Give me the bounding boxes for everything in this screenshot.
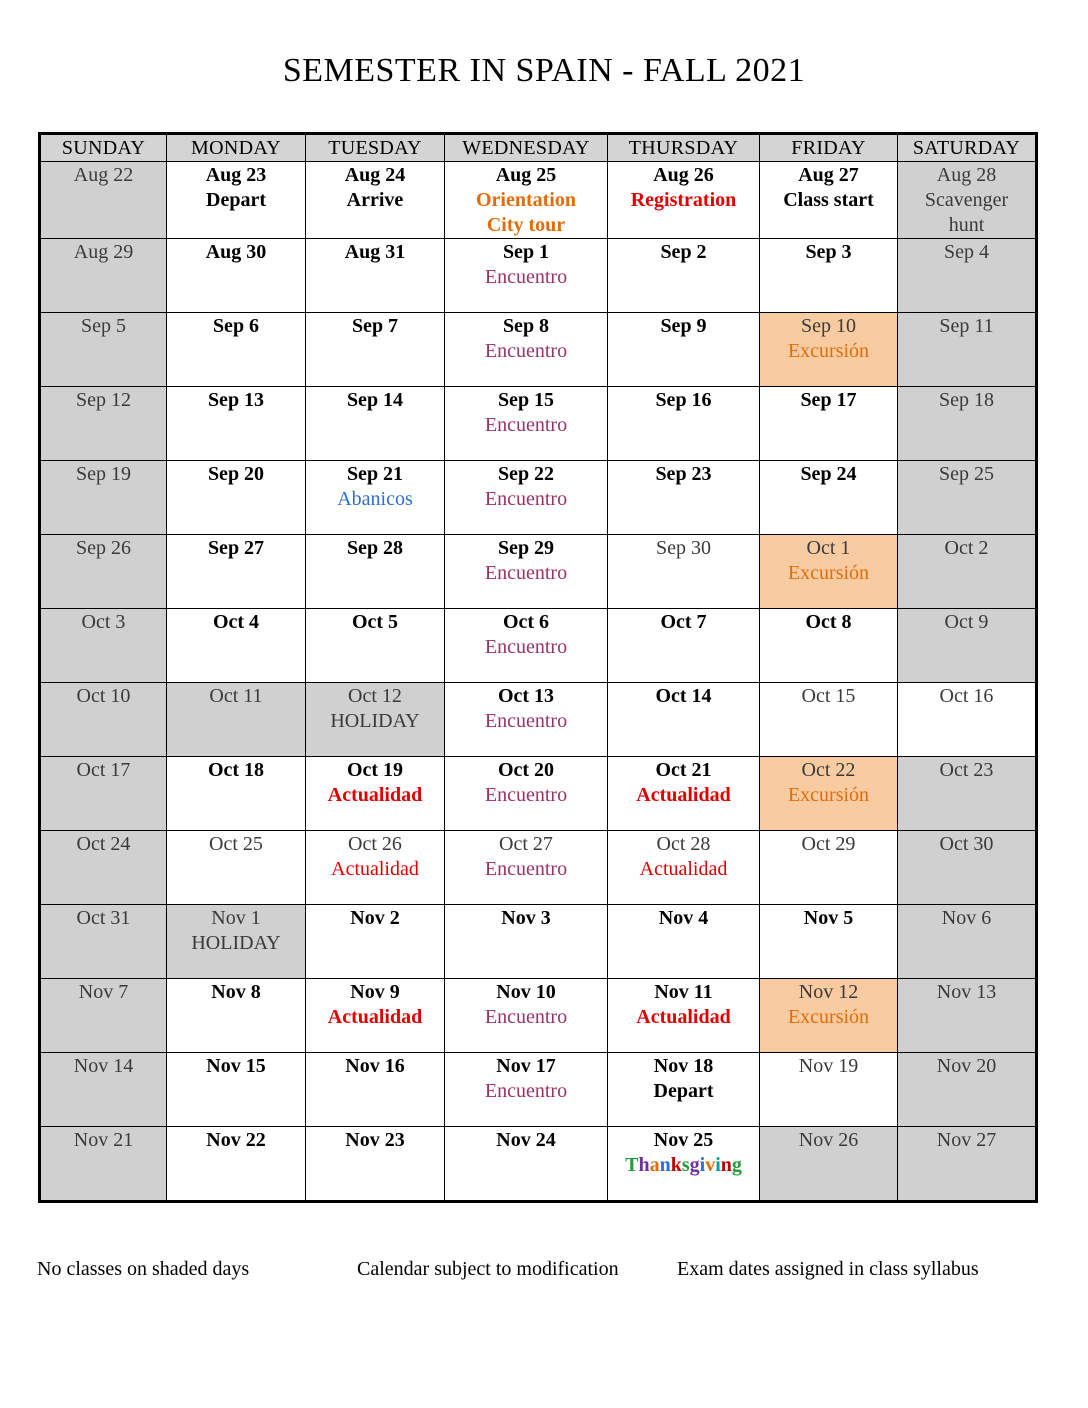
day-cell (40, 757, 167, 831)
day-date: Sep 1 (502, 241, 550, 263)
day-cell (167, 1127, 306, 1202)
day-date: Nov 26 (798, 1129, 859, 1151)
day-event: Arrive (346, 189, 404, 211)
day-cell (306, 535, 445, 609)
day-date: Oct 29 (801, 833, 856, 855)
day-date: Oct 17 (76, 759, 131, 781)
day-date: Nov 21 (73, 1129, 134, 1151)
day-event: Abanicos (337, 488, 413, 510)
day-date: Oct 9 (944, 611, 989, 633)
week-row (40, 683, 1037, 757)
day-cell (40, 239, 167, 313)
day-cell (608, 239, 760, 313)
day-date: Sep 5 (81, 315, 126, 337)
day-cell (608, 831, 760, 905)
day-cell (167, 162, 306, 239)
day-cell (445, 239, 608, 313)
weekday-header: THURSDAY (608, 134, 760, 162)
day-cell (760, 683, 898, 757)
week-row (40, 387, 1037, 461)
day-date: Aug 26 (653, 164, 714, 186)
day-date: Nov 4 (658, 907, 709, 929)
day-cell (306, 683, 445, 757)
day-cell (760, 535, 898, 609)
day-cell (40, 905, 167, 979)
day-date: Oct 26 (348, 833, 402, 855)
calendar-table (38, 132, 1038, 1203)
day-date: Sep 28 (346, 537, 404, 559)
day-cell (306, 387, 445, 461)
day-event: Depart (653, 1080, 714, 1102)
day-cell (608, 1127, 760, 1202)
day-cell (167, 535, 306, 609)
week-row (40, 905, 1037, 979)
day-cell (445, 683, 608, 757)
day-cell (760, 757, 898, 831)
day-cell (445, 162, 608, 239)
day-cell (608, 387, 760, 461)
day-cell (608, 461, 760, 535)
day-cell (306, 162, 445, 239)
day-date: Nov 18 (653, 1055, 714, 1077)
day-date: Oct 20 (497, 759, 555, 781)
day-event: hunt (948, 214, 985, 236)
day-event: Thanksgiving (625, 1154, 742, 1176)
day-date: Oct 1 (806, 537, 851, 559)
day-cell (898, 313, 1037, 387)
day-date: Aug 27 (798, 164, 859, 186)
day-date: Aug 23 (205, 164, 267, 186)
day-cell (445, 905, 608, 979)
day-date: Sep 2 (660, 241, 707, 263)
day-date: Oct 2 (944, 537, 989, 559)
day-cell (40, 535, 167, 609)
day-date: Sep 21 (346, 463, 404, 485)
day-cell (167, 905, 306, 979)
day-date: Nov 3 (501, 907, 551, 929)
footer-note-modification: Calendar subject to modification (357, 1258, 619, 1280)
day-date: Nov 16 (345, 1055, 405, 1077)
day-date: Nov 5 (803, 907, 854, 929)
week-row (40, 162, 1037, 239)
day-date: Nov 6 (941, 907, 992, 929)
day-date: Oct 21 (655, 759, 712, 781)
day-cell (40, 162, 167, 239)
week-row (40, 979, 1037, 1053)
day-date: Oct 4 (212, 611, 260, 633)
day-date: Sep 19 (76, 463, 131, 485)
day-date: Nov 10 (496, 981, 556, 1003)
day-cell (608, 1053, 760, 1127)
day-cell (40, 979, 167, 1053)
day-cell (167, 979, 306, 1053)
day-date: Nov 14 (73, 1055, 134, 1077)
day-cell (760, 313, 898, 387)
day-cell (40, 313, 167, 387)
day-date: Sep 22 (497, 463, 555, 485)
day-date: Oct 12 (348, 685, 402, 707)
day-event: Encuentro (484, 414, 568, 436)
day-date: Aug 29 (73, 241, 134, 263)
day-cell (898, 535, 1037, 609)
day-date: Sep 8 (502, 315, 550, 337)
day-cell (608, 162, 760, 239)
day-cell (760, 831, 898, 905)
weekday-header: TUESDAY (306, 134, 445, 162)
day-cell (306, 1127, 445, 1202)
day-cell (445, 1053, 608, 1127)
day-event: Scavenger (924, 189, 1009, 211)
day-date: Nov 27 (936, 1129, 997, 1151)
week-row (40, 1053, 1037, 1127)
day-date: Sep 24 (800, 463, 857, 485)
day-date: Aug 24 (344, 164, 406, 186)
day-event: HOLIDAY (330, 710, 420, 732)
day-date: Nov 11 (654, 981, 713, 1003)
day-date: Oct 15 (801, 685, 856, 707)
day-date: Nov 13 (936, 981, 997, 1003)
day-cell (898, 239, 1037, 313)
day-cell (167, 461, 306, 535)
day-date: Aug 25 (495, 164, 557, 186)
day-cell (306, 313, 445, 387)
day-cell (445, 831, 608, 905)
day-cell (760, 979, 898, 1053)
day-date: Nov 15 (206, 1055, 266, 1077)
day-date: Nov 8 (211, 981, 261, 1003)
day-cell (898, 1053, 1037, 1127)
day-date: Sep 17 (800, 389, 857, 411)
day-cell (898, 609, 1037, 683)
day-cell (898, 831, 1037, 905)
day-date: Oct 27 (499, 833, 553, 855)
day-date: Oct 13 (497, 685, 555, 707)
day-date: Sep 29 (497, 537, 555, 559)
day-event: Encuentro (484, 784, 568, 806)
day-cell (445, 1127, 608, 1202)
day-date: Nov 22 (206, 1129, 266, 1151)
week-row (40, 535, 1037, 609)
day-event: Actualidad (327, 1006, 423, 1028)
day-cell (760, 1127, 898, 1202)
day-date: Nov 24 (496, 1129, 556, 1151)
week-row (40, 831, 1037, 905)
day-cell (306, 905, 445, 979)
day-date: Oct 14 (655, 685, 712, 707)
day-date: Nov 12 (798, 981, 859, 1003)
page-title: SEMESTER IN SPAIN - FALL 2021 (282, 52, 806, 89)
day-cell (306, 239, 445, 313)
day-event: Encuentro (484, 562, 568, 584)
day-date: Nov 2 (350, 907, 400, 929)
day-date: Sep 10 (801, 315, 856, 337)
day-cell (608, 535, 760, 609)
week-row (40, 609, 1037, 683)
day-date: Aug 30 (205, 241, 267, 263)
day-date: Sep 15 (497, 389, 555, 411)
day-cell (306, 609, 445, 683)
weekday-header: SUNDAY (40, 134, 167, 162)
day-cell (608, 609, 760, 683)
day-cell (898, 162, 1037, 239)
day-event: Registration (630, 189, 737, 211)
day-date: Aug 22 (73, 164, 134, 186)
day-cell (898, 979, 1037, 1053)
weekday-header: MONDAY (167, 134, 306, 162)
day-date: Oct 16 (939, 685, 994, 707)
day-date: Sep 27 (207, 537, 265, 559)
day-event: Encuentro (484, 858, 568, 880)
day-date: Nov 19 (798, 1055, 859, 1077)
day-date: Oct 11 (209, 685, 263, 707)
day-cell (40, 387, 167, 461)
day-date: Oct 18 (207, 759, 265, 781)
calendar-body (40, 162, 1037, 1202)
day-date: Sep 20 (207, 463, 265, 485)
day-date: Nov 1 (211, 907, 261, 929)
day-event: Excursión (787, 1006, 870, 1028)
day-date: Sep 3 (805, 241, 852, 263)
week-row (40, 239, 1037, 313)
day-date: Oct 5 (351, 611, 399, 633)
day-date: Sep 16 (655, 389, 712, 411)
day-date: Sep 9 (660, 315, 707, 337)
day-date: Oct 24 (76, 833, 131, 855)
day-date: Oct 30 (939, 833, 994, 855)
day-date: Sep 14 (346, 389, 404, 411)
day-cell (898, 683, 1037, 757)
day-date: Nov 9 (350, 981, 400, 1003)
week-row (40, 461, 1037, 535)
day-cell (445, 461, 608, 535)
day-cell (760, 905, 898, 979)
day-cell (760, 461, 898, 535)
day-cell (445, 313, 608, 387)
day-date: Aug 31 (344, 241, 406, 263)
day-cell (40, 831, 167, 905)
day-date: Oct 23 (939, 759, 994, 781)
weekday-header-row (40, 134, 1037, 162)
day-cell (608, 905, 760, 979)
day-event: City tour (486, 214, 566, 236)
week-row (40, 1127, 1037, 1202)
weekday-header: SATURDAY (898, 134, 1037, 162)
day-date: Sep 7 (351, 315, 399, 337)
day-date: Oct 28 (656, 833, 711, 855)
day-cell (306, 757, 445, 831)
week-row (40, 313, 1037, 387)
day-date: Sep 30 (656, 537, 711, 559)
day-date: Oct 22 (801, 759, 856, 781)
day-event: Orientation (476, 189, 576, 211)
day-event: Actualidad (331, 858, 419, 880)
day-cell (445, 979, 608, 1053)
day-cell (445, 609, 608, 683)
day-cell (167, 387, 306, 461)
day-date: Sep 23 (655, 463, 712, 485)
day-event: Encuentro (484, 636, 568, 658)
day-cell (898, 1127, 1037, 1202)
day-cell (760, 387, 898, 461)
day-event: Actualidad (639, 858, 728, 880)
day-cell (760, 1053, 898, 1127)
weekday-header: WEDNESDAY (445, 134, 608, 162)
day-cell (445, 757, 608, 831)
day-cell (306, 979, 445, 1053)
day-event: Encuentro (484, 1006, 568, 1028)
day-date: Sep 4 (944, 241, 989, 263)
day-event: Actualidad (636, 784, 731, 806)
day-cell (445, 535, 608, 609)
day-cell (167, 683, 306, 757)
day-cell (760, 239, 898, 313)
day-event: HOLIDAY (191, 932, 281, 954)
footer-note-shaded: No classes on shaded days (37, 1258, 250, 1280)
day-cell (608, 313, 760, 387)
day-event: Excursión (787, 562, 870, 584)
day-cell (760, 609, 898, 683)
day-cell (40, 683, 167, 757)
day-cell (167, 609, 306, 683)
day-date: Sep 26 (76, 537, 131, 559)
day-date: Aug 28 (936, 164, 997, 186)
day-cell (306, 831, 445, 905)
day-cell (167, 831, 306, 905)
day-date: Oct 31 (76, 907, 131, 929)
day-event: Encuentro (484, 266, 568, 288)
day-cell (898, 461, 1037, 535)
day-cell (306, 1053, 445, 1127)
day-event: Actualidad (636, 1006, 731, 1028)
day-date: Sep 6 (212, 315, 260, 337)
day-cell (40, 609, 167, 683)
day-cell (40, 461, 167, 535)
day-cell (40, 1127, 167, 1202)
day-date: Oct 3 (81, 611, 126, 633)
day-cell (167, 1053, 306, 1127)
day-event: Depart (206, 189, 266, 211)
day-cell (898, 757, 1037, 831)
day-date: Nov 20 (936, 1055, 997, 1077)
day-event: Encuentro (484, 340, 568, 362)
day-cell (608, 757, 760, 831)
day-date: Oct 7 (660, 611, 707, 633)
weekday-header: FRIDAY (760, 134, 898, 162)
day-date: Nov 7 (78, 981, 129, 1003)
day-date: Nov 23 (345, 1129, 405, 1151)
day-cell (40, 1053, 167, 1127)
day-cell (608, 979, 760, 1053)
day-cell (898, 905, 1037, 979)
day-cell (608, 683, 760, 757)
day-event: Encuentro (484, 1080, 568, 1102)
day-event: Excursión (787, 784, 870, 806)
day-cell (445, 387, 608, 461)
day-event: Encuentro (484, 710, 568, 732)
footer-note-exams: Exam dates assigned in class syllabus (677, 1258, 979, 1280)
day-cell (898, 387, 1037, 461)
day-cell (167, 239, 306, 313)
day-date: Oct 8 (805, 611, 852, 633)
day-cell (760, 162, 898, 239)
day-event: Class start (783, 189, 874, 211)
week-row (40, 757, 1037, 831)
day-date: Sep 12 (76, 389, 131, 411)
day-date: Sep 25 (939, 463, 994, 485)
day-event: Encuentro (484, 488, 568, 510)
day-event: Excursión (787, 340, 870, 362)
day-date: Sep 11 (939, 315, 994, 337)
day-date: Sep 18 (939, 389, 994, 411)
day-cell (306, 461, 445, 535)
day-event: Actualidad (327, 784, 423, 806)
day-cell (167, 757, 306, 831)
day-date: Nov 17 (496, 1055, 556, 1077)
day-date: Oct 19 (346, 759, 404, 781)
day-date: Oct 10 (76, 685, 131, 707)
day-date: Oct 6 (502, 611, 550, 633)
day-date: Sep 13 (207, 389, 265, 411)
day-date: Nov 25 (653, 1129, 714, 1151)
day-cell (167, 313, 306, 387)
day-date: Oct 25 (209, 833, 263, 855)
